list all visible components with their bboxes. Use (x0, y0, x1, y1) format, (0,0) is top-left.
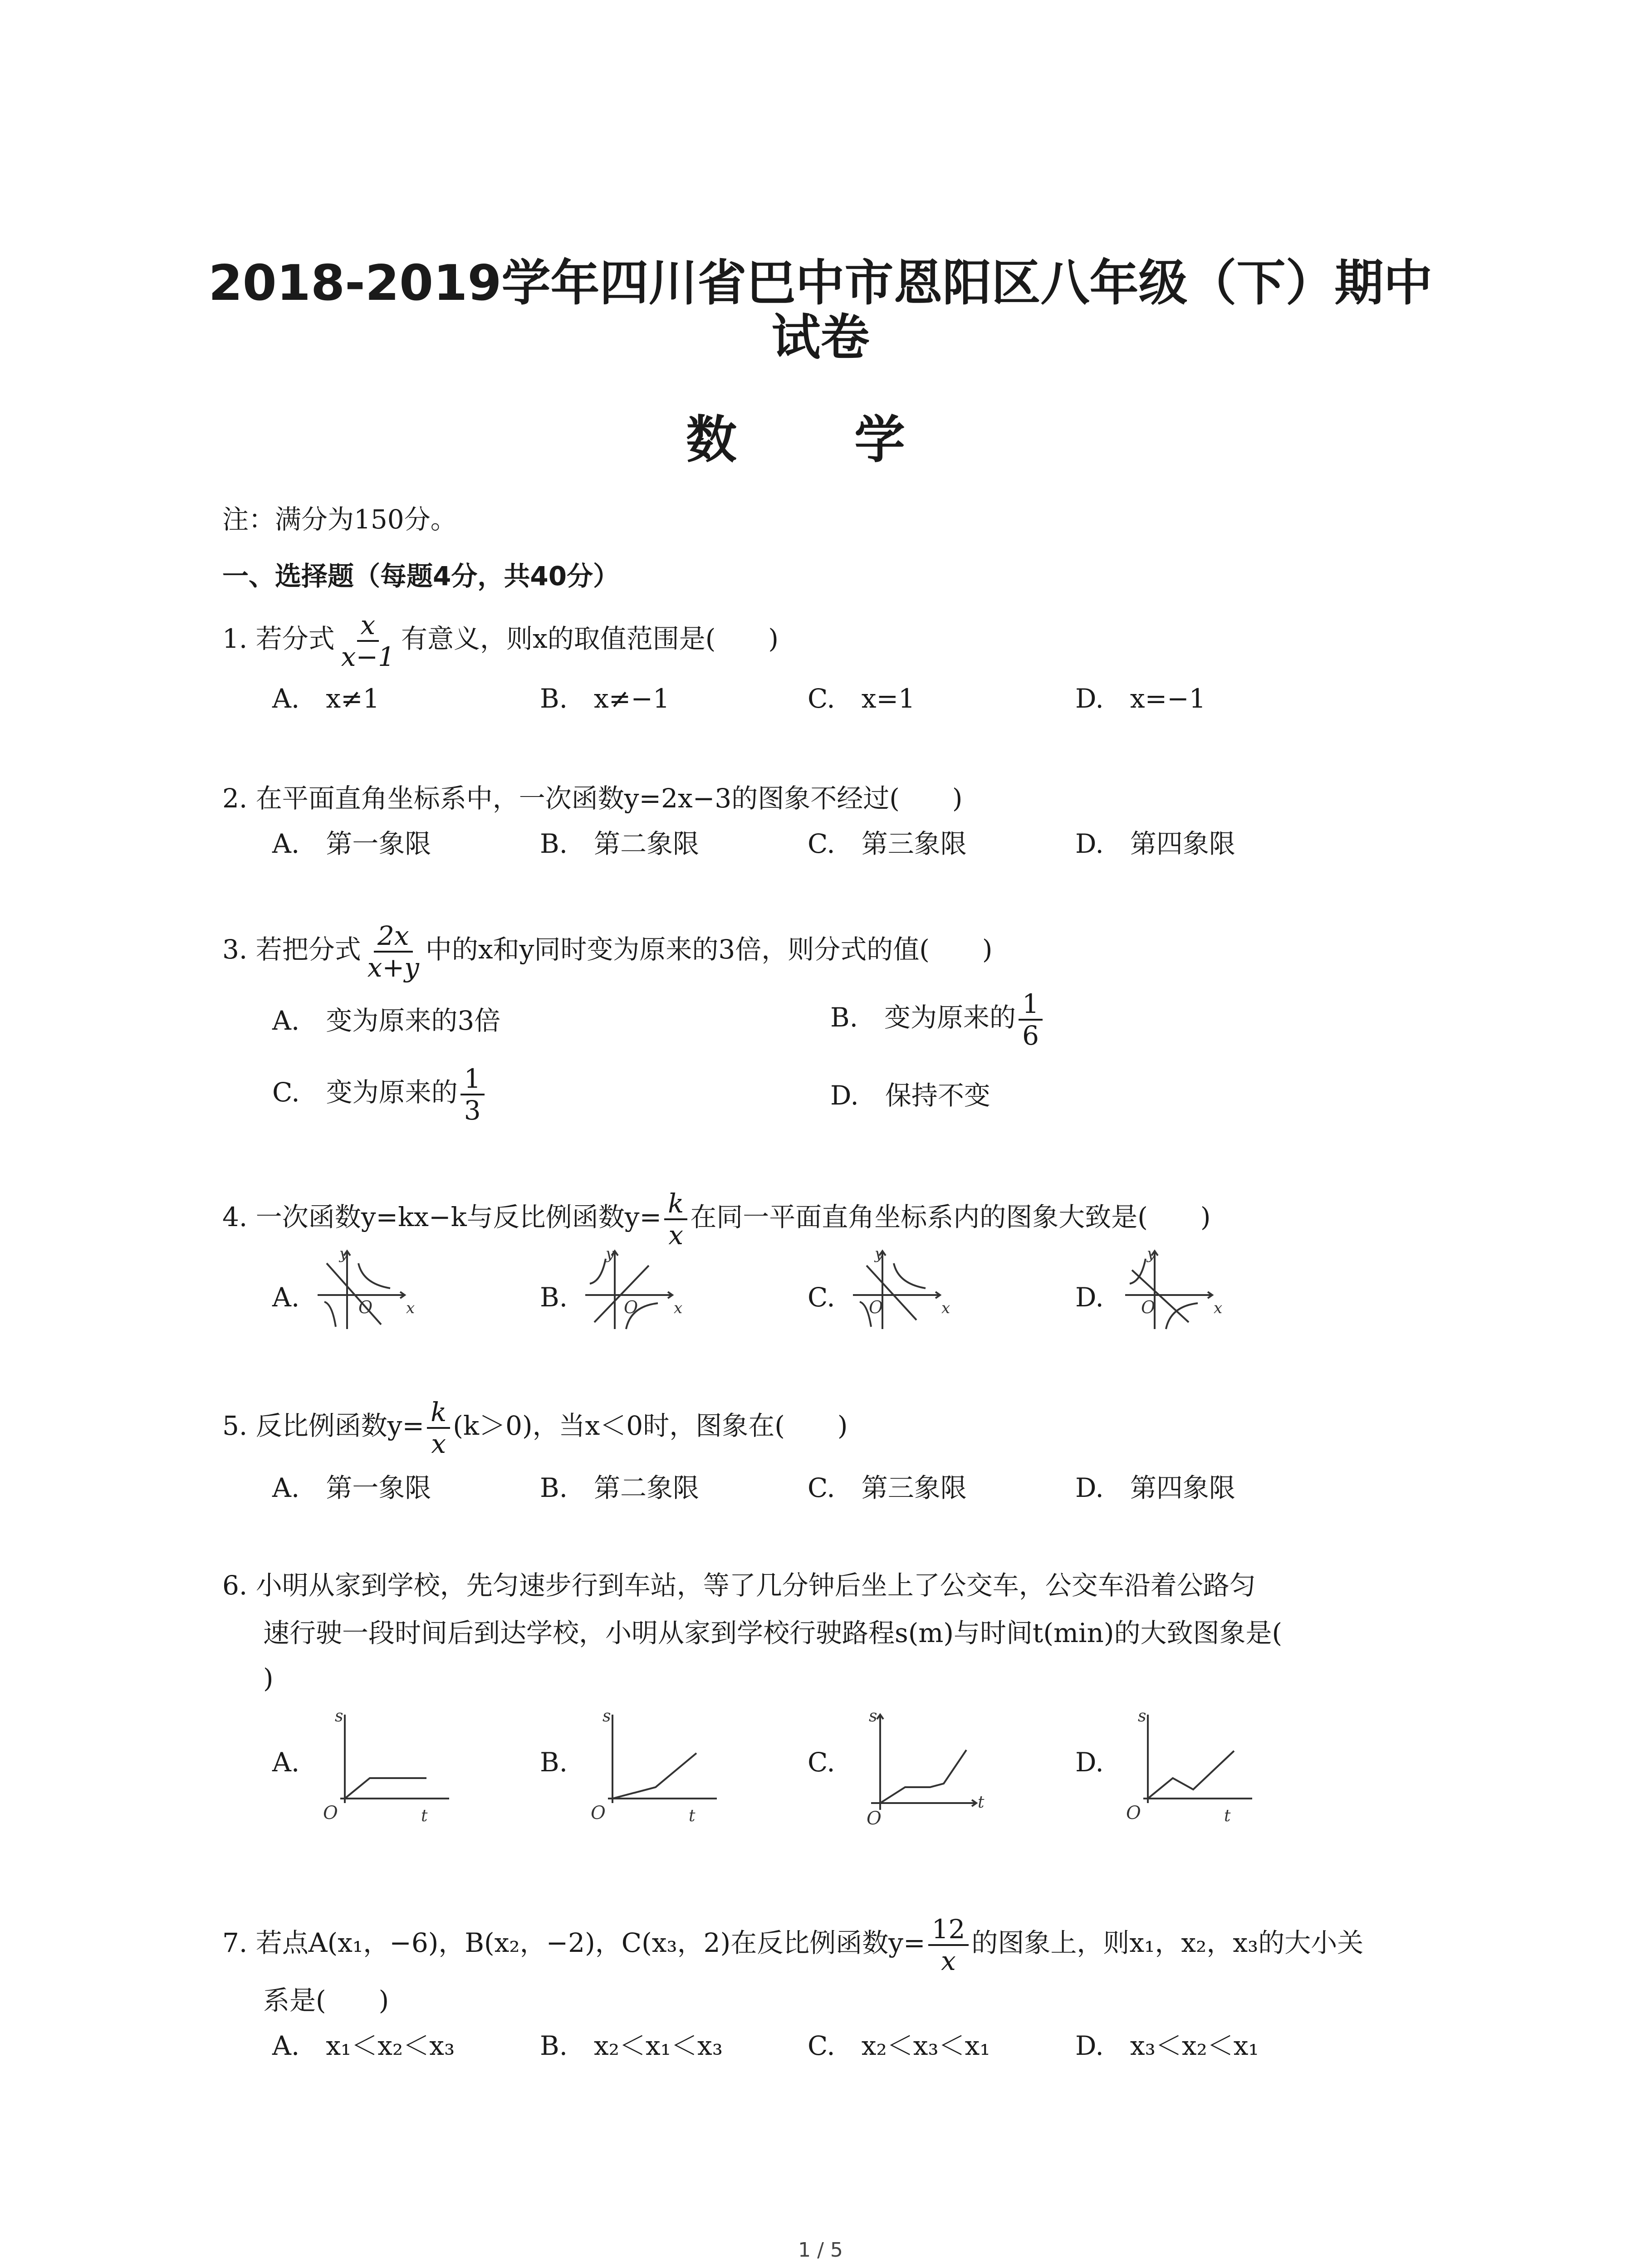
question-7-line1 (222, 1914, 1363, 1976)
q6d-axis-t: t (1224, 1807, 1231, 1823)
q3-stem-post: 中的x和y同时变为原来的3倍，则分式的值( ) (425, 934, 993, 965)
exam-title-line1: 2018-2019学年四川省巴中市恩阳区八年级（下）期中 (208, 255, 1433, 312)
q6b-axis-t: t (689, 1807, 696, 1823)
q4b-axis-y: y (606, 1245, 615, 1263)
q6-label-c: C. (808, 1747, 835, 1778)
q1-option-b: B. x≠−1 (540, 683, 670, 714)
q4c-axis-y: y (875, 1245, 884, 1263)
question-6-line3: ) (263, 1663, 274, 1694)
q3-option-c-text: C. 变为原来的 (272, 1077, 458, 1108)
q3-option-b-den: 6 (1022, 1020, 1039, 1051)
q2-option-b: B. 第二象限 (540, 828, 700, 859)
q6-graph-b (585, 1706, 721, 1823)
q4-label-b: B. (540, 1282, 568, 1313)
q6a-axis-t: t (421, 1807, 428, 1823)
q4d-axis-x: x (1214, 1299, 1223, 1317)
q3-option-c-num: 1 (460, 1064, 485, 1095)
q6-graph-c (853, 1706, 989, 1828)
q5-fraction (427, 1397, 450, 1459)
question-2: 2. 在平面直角坐标系中，一次函数y=2x−3的图象不经过( ) (222, 783, 963, 814)
q6c-origin: O (867, 1808, 882, 1828)
q4-label-d: D. (1075, 1282, 1104, 1313)
q4c-axis-x: x (941, 1299, 950, 1317)
q4-graph-d (1121, 1245, 1225, 1336)
q2-option-c: C. 第三象限 (808, 828, 967, 859)
q5-frac-num: k (427, 1397, 450, 1429)
q4a-origin: O (358, 1297, 373, 1317)
q6a-axis-s: s (335, 1707, 343, 1725)
q6b-origin: O (591, 1803, 606, 1823)
q3-option-a: A. 变为原来的3倍 (272, 1005, 501, 1036)
q3-option-b (830, 989, 1045, 1051)
q3-option-b-fraction (1019, 989, 1043, 1051)
q7-option-d: D. x₃＜x₂＜x₁ (1075, 2030, 1259, 2061)
q2-option-a: A. 第一象限 (272, 828, 431, 859)
q1-stem-post: 有意义，则x的取值范围是( ) (401, 623, 779, 655)
q3-option-c-den: 3 (464, 1095, 481, 1126)
q4-graph-a (313, 1245, 417, 1336)
q1-frac-num: x (357, 610, 379, 642)
q3-option-b-num: 1 (1019, 989, 1043, 1021)
q3-frac-den: x+y (367, 952, 419, 983)
q6d-axis-s: s (1138, 1707, 1146, 1725)
q6c-axis-t: t (978, 1793, 985, 1812)
question-3 (222, 921, 993, 982)
subject-title: 数 学 (686, 411, 955, 469)
question-7-line2: 系是( ) (263, 1985, 389, 2016)
question-1 (222, 610, 779, 672)
exam-title-line2: 试卷 (771, 309, 870, 366)
q6-label-d: D. (1075, 1747, 1104, 1778)
q4-graph-c (848, 1245, 953, 1336)
question-4 (222, 1188, 1211, 1250)
q1-frac-den: x−1 (341, 641, 395, 672)
question-6-line1: 6. 小明从家到学校，先匀速步行到车站，等了几分钟后坐上了公交车，公交车沿着公路匀 (222, 1570, 1256, 1601)
score-note: 注：满分为150分。 (222, 504, 457, 535)
q1-option-c: C. x=1 (808, 683, 915, 714)
q4c-origin: O (869, 1297, 883, 1317)
q7-fraction (928, 1914, 969, 1976)
q4a-axis-x: x (406, 1299, 415, 1317)
q4d-origin: O (1141, 1297, 1156, 1317)
q7-frac-num: 12 (928, 1914, 969, 1946)
q5-option-c: C. 第三象限 (808, 1472, 967, 1503)
q4a-axis-y: y (339, 1245, 348, 1263)
q7-option-a: A. x₁＜x₂＜x₃ (272, 2030, 455, 2061)
q6-label-a: A. (272, 1747, 300, 1778)
page-number: 1 / 5 (798, 2239, 843, 2262)
q4-graph-b (581, 1245, 685, 1336)
q5-frac-den: x (431, 1428, 446, 1459)
q3-frac-num: 2x (374, 921, 413, 953)
q1-stem-pre: 1. 若分式 (222, 623, 335, 655)
q6d-origin: O (1126, 1803, 1141, 1823)
q7-frac-den: x (941, 1945, 956, 1976)
q4-frac-num: k (664, 1188, 687, 1220)
q3-option-c (272, 1064, 487, 1125)
q5-option-d: D. 第四象限 (1075, 1472, 1235, 1503)
q5-stem-pre: 5. 反比例函数y= (222, 1410, 425, 1442)
q4-stem-post: 在同一平面直角坐标系内的图象大致是( ) (690, 1202, 1211, 1233)
q1-option-d: D. x=−1 (1075, 683, 1206, 714)
q1-fraction (338, 610, 398, 672)
q4-frac-den: x (668, 1220, 684, 1251)
q3-stem-pre: 3. 若把分式 (222, 934, 361, 965)
q7-option-c: C. x₂＜x₃＜x₁ (808, 2030, 990, 2061)
q3-option-d: D. 保持不变 (830, 1080, 990, 1111)
q4b-axis-x: x (674, 1299, 683, 1317)
question-5 (222, 1397, 847, 1459)
q4-fraction (664, 1188, 687, 1250)
q4-stem-pre: 4. 一次函数y=kx−k与反比例函数y= (222, 1202, 662, 1233)
q5-option-b: B. 第二象限 (540, 1472, 700, 1503)
q4b-origin: O (624, 1297, 638, 1317)
q7-stem-post: 的图象上，则x₁，x₂，x₃的大小关 (971, 1927, 1364, 1959)
question-6-line2: 速行驶一段时间后到达学校，小明从家到学校行驶路程s(m)与时间t(min)的大致图象是( (263, 1618, 1283, 1648)
q4-label-a: A. (272, 1282, 300, 1313)
q2-option-d: D. 第四象限 (1075, 828, 1235, 859)
q7-stem-pre: 7. 若点A(x₁，−6)，B(x₂，−2)，C(x₃，2)在反比例函数y= (222, 1927, 926, 1959)
q4-label-c: C. (808, 1282, 835, 1313)
q6-label-b: B. (540, 1747, 568, 1778)
q3-option-c-fraction (460, 1064, 485, 1125)
q4d-axis-y: y (1147, 1245, 1156, 1263)
q5-option-a: A. 第一象限 (272, 1472, 431, 1503)
section-heading: 一、选择题（每题4分，共40分） (222, 561, 620, 591)
q7-option-b: B. x₂＜x₁＜x₃ (540, 2030, 723, 2061)
q6c-axis-s: s (869, 1707, 877, 1725)
q1-option-a: A. x≠1 (272, 683, 380, 714)
q5-stem-post: (k＞0)，当x＜0时，图象在( ) (453, 1410, 848, 1442)
q6b-axis-s: s (603, 1707, 611, 1725)
q6-graph-d (1121, 1706, 1257, 1823)
q6-graph-a (318, 1706, 454, 1823)
q3-option-b-text: B. 变为原来的 (830, 1002, 1016, 1033)
q6a-origin: O (323, 1803, 338, 1823)
q3-fraction (364, 921, 423, 982)
